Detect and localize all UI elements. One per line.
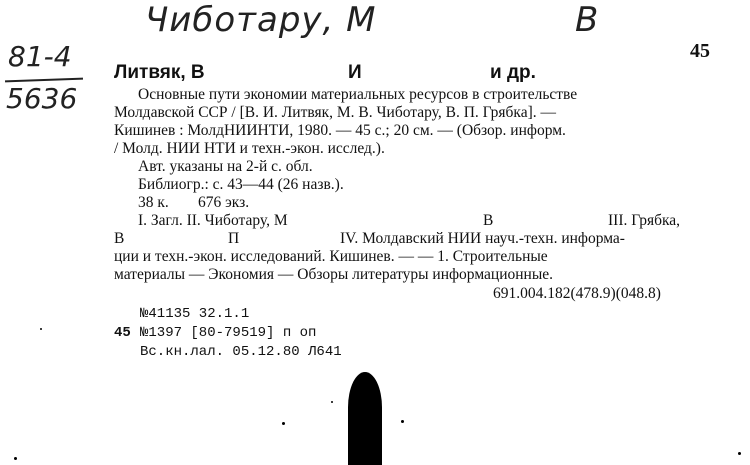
body-line: Основные пути экономии материальных ресурсов в строительстве [138,86,578,103]
speck [331,401,333,403]
tracing-line: ции и техн.-экон. исследований. Кишинев. — — 1. Строительные [114,248,548,265]
speck [14,457,17,460]
price: 38 к. [138,194,169,211]
shelfmark-bottom: 5636 [6,82,78,115]
heading-author: Литвяк, В [114,62,205,83]
body-line: Кишинев : МолдНИИНТИ, 1980. — 45 с.; 20 см. — (Обзор. информ. [114,122,566,139]
udc-code: 691.004.182(478.9)(048.8) [493,285,661,302]
shelfmark-top: 81-4 [8,40,72,73]
tracing-line: III. Грябка, [608,212,681,229]
heading-suffix: и др. [490,62,536,83]
speck [40,328,42,330]
tracing-line: IV. Молдавский НИИ науч.-техн. информа- [340,230,625,247]
stamp-prefix: 45 [114,325,131,341]
handwritten-initial: В [575,0,599,40]
speck [738,452,741,455]
note-line: Авт. указаны на 2-й с. обл. [138,158,313,175]
speck [401,420,404,423]
tracing-initial: В [483,212,494,229]
stamp-line: Вс.кн.лал. 05.12.80 Л641 [140,344,342,360]
tracing-line: материалы — Экономия — Обзоры литературы информационные. [114,266,554,283]
tracing-initial: В [114,230,125,247]
tracing-line: I. Загл. II. Чиботару, М [138,212,288,229]
punch-hole-shadow [348,372,382,465]
stamp-line: №41135 32.1.1 [140,306,250,322]
speck [282,422,285,425]
body-line: Молдавской ССР / [В. И. Литвяк, М. В. Чиботару, В. П. Грябка]. — [114,104,556,121]
handwritten-author-name: Чиботару, М [145,0,377,40]
stamp-line: №1397 [80-79519] п оп [140,325,317,341]
heading-initial: И [348,62,362,83]
body-line: / Молд. НИИ НТИ и техн.-экон. исслед.). [114,140,385,157]
tracing-initial: П [228,230,240,247]
print-run: 676 экз. [198,194,250,211]
note-line: Библиогр.: с. 43—44 (26 назв.). [138,176,344,193]
page-number: 45 [690,40,710,62]
